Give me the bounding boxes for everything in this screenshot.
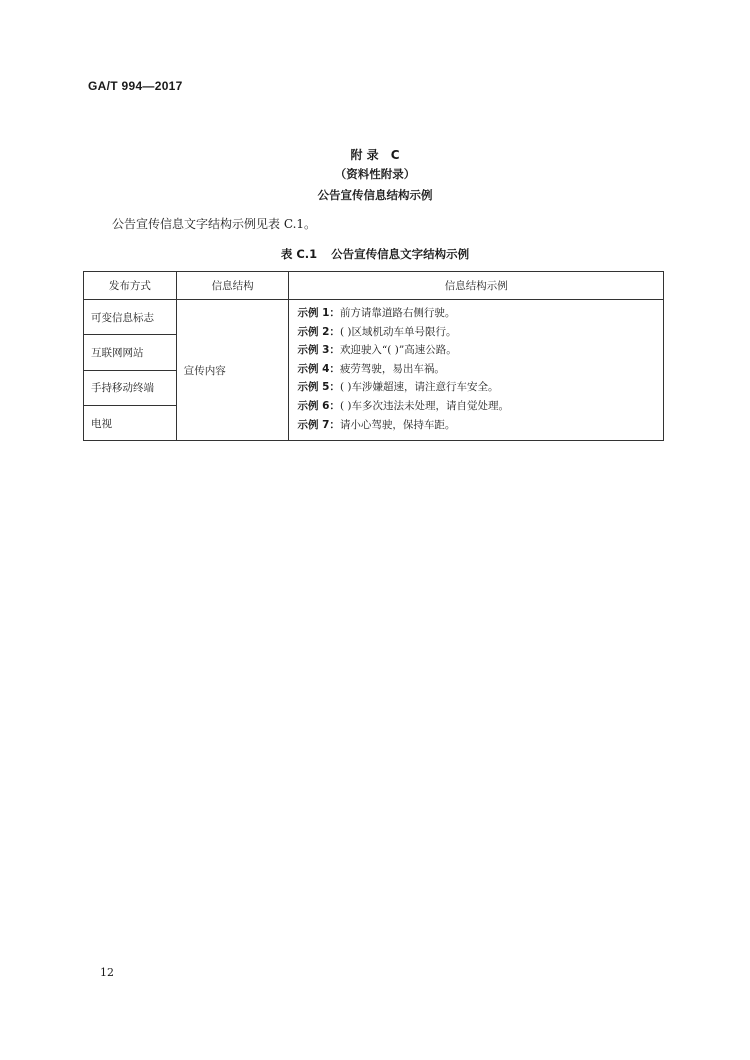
table-caption — [0, 246, 750, 262]
info-structure-table — [83, 271, 664, 441]
method-cell: 电视 — [84, 405, 177, 440]
examples-cell — [289, 300, 664, 441]
table-header-row — [84, 272, 664, 300]
annex-label — [0, 146, 750, 163]
intro-paragraph: 公告宣传信息文字结构示例见表 C.1。 — [112, 217, 317, 231]
annex-title: 公告宣传信息结构示例 — [317, 188, 433, 202]
table-row — [84, 300, 664, 335]
example-line — [297, 323, 655, 342]
example-label: 示例 1： — [297, 307, 340, 319]
column-header: 信息结构 — [176, 272, 289, 300]
example-text: 疲劳驾驶，易出车祸。 — [339, 362, 445, 375]
method-cell: 可变信息标志 — [84, 300, 177, 335]
method-cell: 手持移动终端 — [84, 370, 177, 405]
example-label: 示例 2： — [297, 325, 340, 338]
example-label: 示例 6： — [297, 399, 340, 412]
standard-code: GA/T 994—2017 — [88, 79, 183, 93]
table-caption-title: 公告宣传信息文字结构示例 — [331, 247, 470, 261]
example-label: 示例 3： — [297, 344, 340, 357]
example-text: ( )区域机动车单号限行。 — [339, 325, 457, 338]
example-line — [297, 341, 655, 360]
method-cell: 互联网网站 — [84, 335, 177, 370]
column-header: 信息结构示例 — [289, 272, 664, 300]
example-line — [297, 360, 655, 379]
example-text: 欢迎驶入“( )”高速公路。 — [339, 344, 457, 357]
page-number: 12 — [100, 966, 114, 979]
table-caption-number: 表 C.1 — [280, 247, 318, 261]
example-label: 示例 4： — [297, 362, 340, 375]
example-label: 示例 5： — [297, 381, 340, 394]
example-text: ( )车涉嫌超速，请注意行车安全。 — [339, 381, 499, 394]
structure-cell: 宣传内容 — [176, 300, 289, 441]
example-text: 请小心驾驶，保持车距。 — [339, 418, 456, 431]
example-text: 前方请靠道路右侧行驶。 — [339, 307, 456, 319]
column-header: 发布方式 — [84, 272, 177, 300]
annex-label-word: 附 录 — [350, 148, 379, 162]
example-line — [297, 378, 655, 397]
example-text: ( )车多次违法未处理，请自觉处理。 — [339, 399, 509, 412]
example-line — [297, 397, 655, 416]
annex-type: （资料性附录） — [334, 167, 416, 181]
annex-label-letter: C — [390, 148, 400, 162]
example-line — [297, 416, 655, 435]
example-line — [297, 304, 655, 323]
example-label: 示例 7： — [297, 418, 340, 431]
